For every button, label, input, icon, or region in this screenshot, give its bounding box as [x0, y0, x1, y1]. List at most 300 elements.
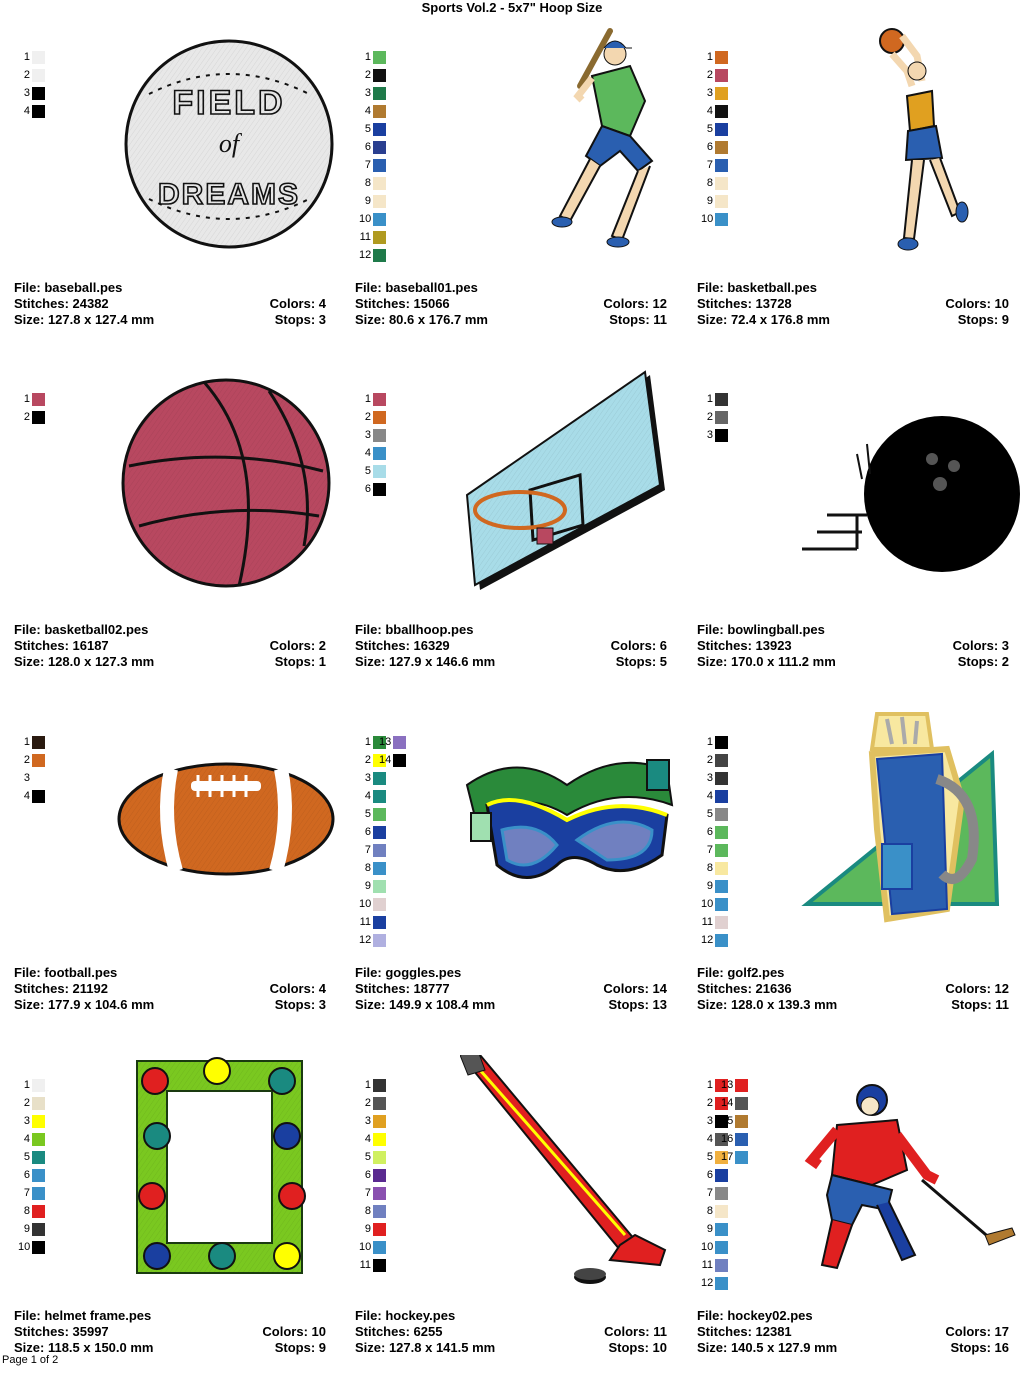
design-info — [697, 965, 1009, 1013]
color-swatch-row — [18, 733, 45, 751]
design-preview — [116, 759, 336, 879]
helmet-icon — [144, 1123, 170, 1149]
color-swatch-row — [701, 769, 728, 787]
swatch-number: 5 — [364, 807, 371, 820]
color-swatch-row — [359, 246, 386, 264]
color-swatch-row — [18, 1238, 45, 1256]
color-swatch — [715, 141, 728, 154]
color-count: Colors: 17 — [945, 1324, 1009, 1339]
color-swatch-row — [359, 805, 386, 823]
color-swatch — [715, 87, 728, 100]
color-count: Colors: 14 — [603, 981, 667, 996]
color-swatch — [32, 1205, 45, 1218]
color-swatch-row — [359, 1076, 386, 1094]
color-swatch-row — [359, 102, 386, 120]
art-text-dreams: DREAMS — [157, 178, 301, 211]
color-swatch — [373, 880, 386, 893]
design-preview — [132, 1056, 307, 1281]
helmet-icon — [209, 1243, 235, 1269]
color-swatch — [715, 862, 728, 875]
color-swatch-row — [359, 823, 386, 841]
swatch-number: 4 — [364, 104, 371, 117]
color-swatch — [373, 1205, 386, 1218]
color-swatch-row — [18, 1166, 45, 1184]
color-swatch — [715, 1277, 728, 1290]
golf-bag-illustration — [797, 709, 1007, 944]
swatch-number: 2 — [364, 410, 371, 423]
design-size: Size: 140.5 x 127.9 mm — [697, 1340, 838, 1355]
color-swatch-row — [359, 787, 386, 805]
swatch-number: 10 — [701, 897, 714, 910]
design-preview — [862, 26, 982, 266]
swatch-number: 5 — [706, 122, 713, 135]
baseball-batter-illustration — [520, 26, 720, 256]
swatch-number: 4 — [706, 789, 713, 802]
color-swatch-row — [359, 1112, 386, 1130]
swatch-number: 2 — [706, 68, 713, 81]
color-swatch — [715, 916, 728, 929]
swatch-number: 4 — [706, 104, 713, 117]
color-swatch-row — [701, 390, 728, 408]
swatch-number: 1 — [706, 735, 713, 748]
swatch-number: 3 — [706, 86, 713, 99]
color-swatch — [715, 1187, 728, 1200]
swatch-number: 4 — [23, 1132, 30, 1145]
design-preview — [119, 376, 334, 591]
color-swatch-row — [359, 426, 386, 444]
color-swatch — [715, 105, 728, 118]
stitch-count: Stitches: 16187 — [14, 638, 109, 653]
football-illustration — [116, 759, 336, 879]
color-swatch-row — [359, 120, 386, 138]
color-swatch — [32, 1223, 45, 1236]
color-swatch — [373, 772, 386, 785]
basketball-illustration — [119, 376, 334, 591]
color-swatch-row — [359, 84, 386, 102]
swatch-number: 6 — [364, 1168, 371, 1181]
helmet-icon — [279, 1183, 305, 1209]
color-swatch-row — [18, 1202, 45, 1220]
swatch-number: 16 — [721, 1132, 734, 1145]
color-swatch — [373, 105, 386, 118]
color-swatch — [373, 465, 386, 478]
color-swatch-row — [359, 769, 386, 787]
color-swatch-row — [18, 1184, 45, 1202]
color-swatch — [373, 1223, 386, 1236]
color-swatch-row — [701, 210, 728, 228]
color-swatch-row — [359, 480, 386, 498]
color-swatch-row — [701, 1256, 728, 1274]
color-swatch — [32, 790, 45, 803]
color-swatch-row — [359, 841, 386, 859]
stop-count: Stops: 9 — [957, 312, 1009, 327]
color-swatch — [373, 447, 386, 460]
baseball-illustration — [119, 34, 339, 254]
swatch-number: 6 — [706, 1168, 713, 1181]
swatch-number: 5 — [364, 122, 371, 135]
color-swatch-row — [18, 769, 45, 787]
swatch-number: 1 — [23, 392, 30, 405]
color-swatch-row — [721, 1076, 748, 1094]
swatch-number: 4 — [23, 789, 30, 802]
color-swatch-row — [701, 138, 728, 156]
color-swatch — [715, 1259, 728, 1272]
color-swatch — [32, 411, 45, 424]
helmet-icon — [204, 1058, 230, 1084]
color-swatch — [32, 1151, 45, 1164]
swatch-number: 5 — [364, 464, 371, 477]
swatch-number: 10 — [359, 212, 372, 225]
color-swatch-row — [359, 1130, 386, 1148]
color-swatch-row — [18, 751, 45, 769]
color-swatch — [373, 141, 386, 154]
swatch-number: 14 — [379, 753, 392, 766]
color-swatch-row — [359, 444, 386, 462]
color-swatch-row — [359, 66, 386, 84]
swatch-number: 10 — [359, 1240, 372, 1253]
design-card — [697, 364, 1021, 694]
color-count: Colors: 10 — [262, 1324, 326, 1339]
stop-count: Stops: 9 — [274, 1340, 326, 1355]
design-size: Size: 127.9 x 146.6 mm — [355, 654, 496, 669]
swatch-number: 1 — [23, 50, 30, 63]
color-swatch-row — [18, 84, 45, 102]
design-size: Size: 177.9 x 104.6 mm — [14, 997, 155, 1012]
color-swatch-row — [359, 1202, 386, 1220]
color-count: Colors: 10 — [945, 296, 1009, 311]
design-card — [14, 22, 338, 352]
color-swatch — [715, 411, 728, 424]
swatch-number: 5 — [364, 1150, 371, 1163]
swatch-number: 11 — [701, 1258, 713, 1271]
file-name: File: goggles.pes — [355, 965, 462, 980]
color-swatch — [715, 1169, 728, 1182]
color-swatch-row — [359, 1220, 386, 1238]
color-swatch-row — [359, 877, 386, 895]
swatch-number: 11 — [359, 1258, 371, 1271]
design-preview — [460, 1055, 675, 1295]
color-swatch — [715, 898, 728, 911]
basketball-hoop-illustration — [465, 370, 670, 595]
color-swatch-row — [359, 913, 386, 931]
color-swatch-row — [359, 1184, 386, 1202]
color-swatch — [735, 1133, 748, 1146]
design-card — [14, 1050, 338, 1380]
color-swatch-row — [359, 1094, 386, 1112]
stitch-count: Stitches: 13728 — [697, 296, 792, 311]
file-name: File: helmet frame.pes — [14, 1308, 152, 1323]
color-count: Colors: 2 — [269, 638, 326, 653]
swatch-number: 7 — [364, 843, 371, 856]
color-swatch-row — [359, 859, 386, 877]
color-swatch-row — [701, 1166, 728, 1184]
color-swatch-row — [701, 120, 728, 138]
stop-count: Stops: 2 — [957, 654, 1009, 669]
swatch-number: 8 — [706, 176, 713, 189]
file-name: File: baseball01.pes — [355, 280, 478, 295]
swatch-number: 9 — [706, 1222, 713, 1235]
swatch-number: 11 — [359, 915, 371, 928]
file-name: File: hockey.pes — [355, 1308, 456, 1323]
swatch-number: 12 — [359, 248, 372, 261]
file-name: File: baseball.pes — [14, 280, 123, 295]
color-swatch — [373, 1169, 386, 1182]
swatch-number: 12 — [701, 933, 714, 946]
color-swatch — [373, 1151, 386, 1164]
file-name: File: basketball02.pes — [14, 622, 149, 637]
swatch-number: 8 — [23, 1204, 30, 1217]
design-info — [697, 280, 1009, 328]
color-swatch — [32, 87, 45, 100]
design-preview — [797, 709, 1007, 944]
stitch-count: Stitches: 24382 — [14, 296, 109, 311]
color-count: Colors: 12 — [603, 296, 667, 311]
stitch-count: Stitches: 21192 — [14, 981, 108, 996]
swatch-number: 9 — [706, 194, 713, 207]
swatch-number: 1 — [364, 50, 371, 63]
swatch-number: 2 — [23, 410, 30, 423]
color-swatch — [373, 1241, 386, 1254]
swatch-number: 6 — [364, 825, 371, 838]
color-swatch — [373, 1259, 386, 1272]
swatch-number: 1 — [23, 735, 30, 748]
swatch-number: 4 — [364, 789, 371, 802]
color-swatch — [715, 159, 728, 172]
color-swatch — [373, 808, 386, 821]
design-info — [14, 1308, 326, 1356]
swatch-number: 10 — [18, 1240, 31, 1253]
color-swatch-row — [359, 1166, 386, 1184]
swatch-number: 7 — [364, 158, 371, 171]
swatch-number: 12 — [359, 933, 372, 946]
color-swatch — [715, 393, 728, 406]
swatch-number: 10 — [701, 212, 714, 225]
color-swatch-row — [359, 138, 386, 156]
color-swatch — [373, 844, 386, 857]
color-swatch-row — [18, 1130, 45, 1148]
design-preview — [457, 745, 677, 895]
color-swatch-row — [701, 877, 728, 895]
swatch-number: 1 — [706, 392, 713, 405]
color-swatch-row — [701, 1202, 728, 1220]
stop-count: Stops: 3 — [274, 997, 326, 1012]
design-card — [697, 707, 1021, 1037]
swatch-number: 3 — [364, 86, 371, 99]
color-swatch — [373, 1097, 386, 1110]
swatch-number: 5 — [706, 807, 713, 820]
stop-count: Stops: 11 — [951, 997, 1009, 1012]
color-swatch-row — [359, 228, 386, 246]
design-card — [355, 1050, 679, 1380]
stop-count: Stops: 1 — [274, 654, 326, 669]
color-swatch-row — [721, 1094, 748, 1112]
swatch-number: 10 — [359, 897, 372, 910]
helmet-frame-illustration — [132, 1056, 307, 1281]
color-swatch — [735, 1151, 748, 1164]
art-text-field: FIELD — [172, 84, 286, 122]
color-swatch — [373, 483, 386, 496]
file-name: File: football.pes — [14, 965, 118, 980]
swatch-number: 9 — [23, 1222, 30, 1235]
stop-count: Stops: 5 — [615, 654, 667, 669]
swatch-number: 3 — [364, 428, 371, 441]
color-swatch — [373, 862, 386, 875]
design-card — [355, 22, 679, 352]
design-size: Size: 170.0 x 111.2 mm — [697, 654, 836, 669]
color-swatch — [32, 1115, 45, 1128]
color-swatch-row — [359, 462, 386, 480]
color-swatch-row — [359, 408, 386, 426]
color-swatch-row — [701, 859, 728, 877]
swatch-number: 15 — [721, 1114, 734, 1127]
swatch-number: 3 — [23, 1114, 30, 1127]
stop-count: Stops: 11 — [609, 312, 667, 327]
stitch-count: Stitches: 35997 — [14, 1324, 109, 1339]
swatch-number: 8 — [364, 861, 371, 874]
swatch-number: 7 — [706, 1186, 713, 1199]
swatch-number: 7 — [706, 843, 713, 856]
helmet-icon — [139, 1183, 165, 1209]
stitch-count: Stitches: 15066 — [355, 296, 450, 311]
color-swatch-row — [701, 1220, 728, 1238]
color-swatch — [715, 772, 728, 785]
color-swatch — [32, 1079, 45, 1092]
color-swatch — [715, 429, 728, 442]
swatch-number: 10 — [701, 1240, 714, 1253]
color-swatch-row — [18, 1094, 45, 1112]
color-swatch-row — [701, 1274, 728, 1292]
color-swatch-row — [701, 787, 728, 805]
bowling-ball-illustration — [782, 404, 1022, 584]
color-swatch-row — [701, 408, 728, 426]
color-swatch-row — [359, 931, 386, 949]
color-swatch-row — [359, 174, 386, 192]
color-swatch-row — [701, 1184, 728, 1202]
file-name: File: basketball.pes — [697, 280, 817, 295]
swatch-number: 1 — [706, 1078, 713, 1091]
hockey-player-illustration — [777, 1080, 1017, 1280]
color-swatch-row — [18, 66, 45, 84]
swatch-number: 3 — [364, 1114, 371, 1127]
design-preview — [465, 370, 670, 595]
page-title: Sports Vol.2 - 5x7" Hoop Size — [421, 0, 603, 15]
swatch-number: 3 — [706, 1114, 713, 1127]
color-swatch — [373, 898, 386, 911]
color-swatch — [715, 195, 728, 208]
swatch-number: 13 — [379, 735, 392, 748]
swatch-number: 3 — [706, 771, 713, 784]
design-info — [14, 965, 326, 1013]
color-swatch-row — [18, 102, 45, 120]
helmet-icon — [269, 1068, 295, 1094]
helmet-icon — [142, 1068, 168, 1094]
color-swatch-row — [359, 156, 386, 174]
color-swatch — [715, 790, 728, 803]
swatch-number: 2 — [706, 410, 713, 423]
design-info — [697, 622, 1009, 670]
color-swatch — [32, 105, 45, 118]
design-card — [697, 1050, 1021, 1380]
stop-count: Stops: 3 — [274, 312, 326, 327]
swatch-number: 7 — [706, 158, 713, 171]
swatch-number: 9 — [706, 879, 713, 892]
color-swatch — [715, 69, 728, 82]
design-info — [355, 965, 667, 1013]
stitch-count: Stitches: 18777 — [355, 981, 450, 996]
design-size: Size: 128.0 x 139.3 mm — [697, 997, 838, 1012]
stitch-count: Stitches: 13923 — [697, 638, 792, 653]
design-size: Size: 80.6 x 176.7 mm — [355, 312, 488, 327]
color-swatch-row — [359, 48, 386, 66]
swatch-number: 17 — [721, 1150, 734, 1163]
color-swatch-row — [359, 1256, 386, 1274]
swatch-number: 1 — [364, 1078, 371, 1091]
color-swatch-row — [701, 805, 728, 823]
color-swatch-row — [701, 174, 728, 192]
swatch-number: 6 — [23, 1168, 30, 1181]
design-card — [355, 707, 679, 1037]
stitch-count: Stitches: 16329 — [355, 638, 450, 653]
color-swatch-row — [701, 895, 728, 913]
color-swatch — [32, 1169, 45, 1182]
swatch-number: 5 — [23, 1150, 30, 1163]
color-swatch-row — [701, 84, 728, 102]
color-swatch — [715, 844, 728, 857]
color-swatch — [715, 1223, 728, 1236]
hockey-stick-illustration — [460, 1055, 675, 1295]
color-swatch — [715, 51, 728, 64]
swatch-number: 1 — [23, 1078, 30, 1091]
color-swatch — [373, 177, 386, 190]
stitch-count: Stitches: 6255 — [355, 1324, 443, 1339]
design-info — [14, 622, 326, 670]
swatch-number: 9 — [364, 194, 371, 207]
color-swatch — [32, 1241, 45, 1254]
color-swatch — [715, 880, 728, 893]
design-info — [355, 280, 667, 328]
color-swatch-row — [721, 1130, 748, 1148]
swatch-number: 6 — [364, 140, 371, 153]
swatch-number: 2 — [706, 753, 713, 766]
color-count: Colors: 3 — [952, 638, 1009, 653]
color-swatch — [32, 51, 45, 64]
color-swatch — [373, 1187, 386, 1200]
swatch-number: 4 — [364, 446, 371, 459]
swatch-number: 1 — [364, 735, 371, 748]
color-swatch — [393, 754, 406, 767]
color-swatch-row — [721, 1148, 748, 1166]
color-swatch-row — [701, 931, 728, 949]
color-swatch — [32, 736, 45, 749]
swatch-number: 9 — [364, 1222, 371, 1235]
design-card — [14, 364, 338, 694]
swatch-number: 2 — [706, 1096, 713, 1109]
color-swatch-row — [359, 210, 386, 228]
stop-count: Stops: 13 — [608, 997, 667, 1012]
color-swatch-row — [721, 1112, 748, 1130]
color-swatch-row — [18, 48, 45, 66]
color-swatch-row — [18, 408, 45, 426]
design-preview — [520, 26, 720, 256]
color-swatch — [373, 934, 386, 947]
color-swatch — [735, 1115, 748, 1128]
stitch-count: Stitches: 12381 — [697, 1324, 792, 1339]
color-swatch-row — [701, 841, 728, 859]
page-footer: Page 1 of 2 — [2, 1354, 59, 1366]
design-preview — [777, 1080, 1017, 1280]
swatch-number: 3 — [23, 771, 30, 784]
color-swatch — [373, 393, 386, 406]
